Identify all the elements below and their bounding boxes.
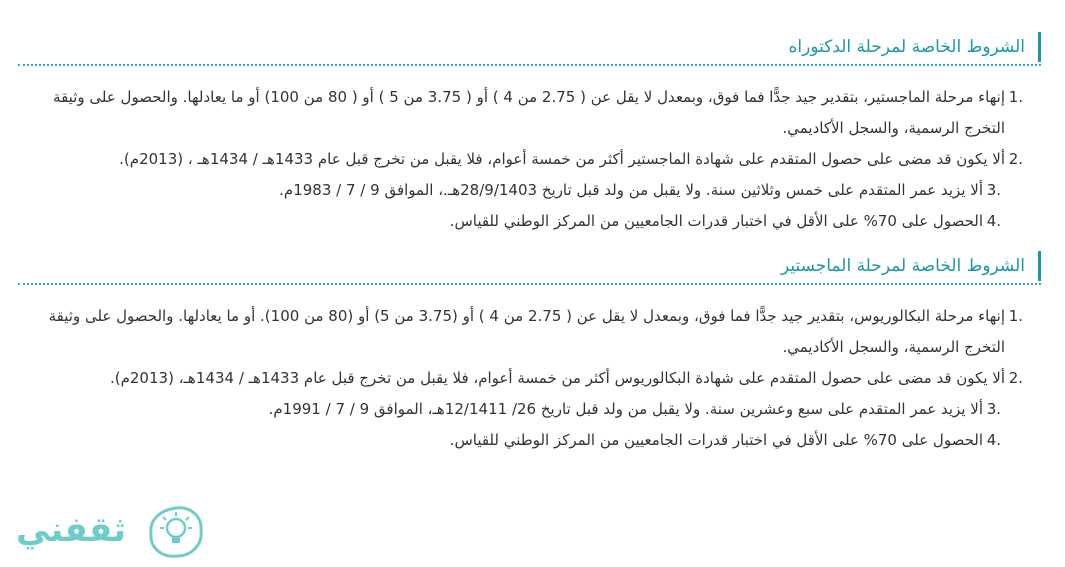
list-item-text: الحصول على 70% على الأقل في اختبار قدرات الجامعيين من المركز الوطني للقياس.: [449, 431, 983, 449]
site-logo[interactable]: [16, 504, 211, 560]
list-item-text: إنهاء مرحلة الماجستير، بتقدير جيد جدًّا فما فوق، وبمعدل لا يقل عن ( 2.75 من 4 ) أو ( 3.75 من 5 ) أو ( 80 من 100) أو ما يعادلها. والحصول على وثيقة التخرج الرسمية، والسجل الأكاديمي.: [53, 88, 1005, 137]
list-item-text: ألا يزيد عمر المتقدم على خمس وثلاثين سنة. ولا يقبل من ولد قبل تاريخ 28/9/1403هـ.، الموافق 9 / 7 / 1983م.: [279, 181, 983, 199]
list-item: 3. ألا يزيد عمر المتقدم على سبع وعشرين سنة. ولا يقبل من ولد قبل تاريخ 26/ 12/1411هـ، الموافق 9 / 7 / 1991م.: [268, 400, 1001, 418]
masters-conditions-list: [18, 301, 1041, 456]
list-item: 1. إنهاء مرحلة البكالوريوس، بتقدير جيد جدًّا فما فوق، وبمعدل لا يقل عن ( 2.75 من 4 ) أو (3.75 من 5) أو (80 من 100). أو ما يعادلها. والحصول على وثيقة التخرج الرسمية، والسجل الأكاديمي.: [48, 307, 1023, 356]
doctorate-conditions-list: [18, 82, 1041, 237]
list-item: 1. إنهاء مرحلة الماجستير، بتقدير جيد جدًّا فما فوق، وبمعدل لا يقل عن ( 2.75 من 4 ) أو ( 3.75 من 5 ) أو ( 80 من 100) أو ما يعادلها. والحصول على وثيقة التخرج الرسمية، والسجل الأكاديمي.: [53, 88, 1023, 137]
list-item-text: ألا يزيد عمر المتقدم على سبع وعشرين سنة. ولا يقبل من ولد قبل تاريخ 26/ 12/1411هـ، الموافق 9 / 7 / 1991م.: [268, 400, 983, 418]
logo-text: ثقفني: [16, 510, 126, 550]
list-item: 2. ألا يكون قد مضى على حصول المتقدم على شهادة البكالوريوس أكثر من خمسة أعوام، فلا يقبل من تخرج قبل عام 1433هـ / 1434هـ، (2013م).: [109, 369, 1023, 387]
doctorate-section-title: الشروط الخاصة لمرحلة الدكتوراه: [18, 30, 1041, 66]
list-item-text: ألا يكون قد مضى على حصول المتقدم على شهادة الماجستير أكثر من خمسة أعوام، فلا يقبل من تخرج قبل عام 1433هـ / 1434هـ ، (2013م).: [119, 150, 1005, 168]
lightbulb-icon: [146, 504, 206, 560]
list-item-text: الحصول على 70% على الأقل في اختبار قدرات الجامعيين من المركز الوطني للقياس.: [449, 212, 983, 230]
list-item: 4. الحصول على 70% على الأقل في اختبار قدرات الجامعيين من المركز الوطني للقياس.: [449, 431, 1001, 449]
list-item-text: ألا يكون قد مضى على حصول المتقدم على شهادة البكالوريوس أكثر من خمسة أعوام، فلا يقبل من تخرج قبل عام 1433هـ / 1434هـ، (2013م).: [109, 369, 1005, 387]
list-item: 2. ألا يكون قد مضى على حصول المتقدم على شهادة الماجستير أكثر من خمسة أعوام، فلا يقبل من تخرج قبل عام 1433هـ / 1434هـ ، (2013م).: [119, 150, 1023, 168]
list-item: 3. ألا يزيد عمر المتقدم على خمس وثلاثين سنة. ولا يقبل من ولد قبل تاريخ 28/9/1403هـ.، الموافق 9 / 7 / 1983م.: [279, 181, 1001, 199]
list-item-text: إنهاء مرحلة البكالوريوس، بتقدير جيد جدًّا فما فوق، وبمعدل لا يقل عن ( 2.75 من 4 ) أو (3.75 من 5) أو (80 من 100). أو ما يعادلها. والحصول على وثيقة التخرج الرسمية، والسجل الأكاديمي.: [48, 307, 1005, 356]
article-content: [18, 30, 1041, 468]
masters-section-title: الشروط الخاصة لمرحلة الماجستير: [18, 249, 1041, 285]
list-item: 4. الحصول على 70% على الأقل في اختبار قدرات الجامعيين من المركز الوطني للقياس.: [449, 212, 1001, 230]
